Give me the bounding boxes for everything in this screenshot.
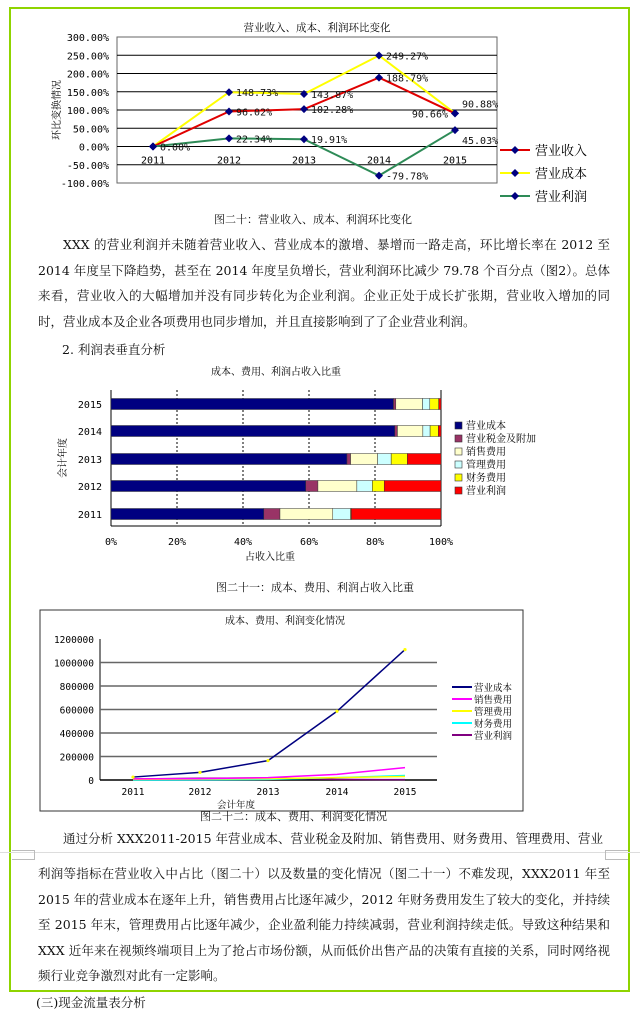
y-axis-label: 会计年度 xyxy=(58,438,69,478)
y-tick-label: 100.00% xyxy=(66,106,109,117)
legend-swatch xyxy=(455,435,462,442)
figure-caption-20: 图二十：营业收入、成本、利润环比变化 xyxy=(214,213,412,226)
paragraph-analysis-continued: 利润等指标在营业收入中占比（图二十）以及数量的变化情况（图二十一）不难发现，XXX2011 年至 2015 年的营业成本在逐年上升，销售费用占比逐年减少，2012 年财务费用发生了较大的变化，并持续至 2015 年末，管理费用占比逐年减少，企业盈利能力持续减弱，营业利润持续走低。导致这种结果和 XXX 近年来在视频终端项目上为了抢占市场份额，从而低价出售产品的决策有直接的关系，同时网络视频行业竞争激烈对此有一定影响。 xyxy=(38,866,610,983)
y-tick-label: 400000 xyxy=(59,729,94,740)
y-tick-label: 300.00% xyxy=(66,33,109,44)
y-tick-label: 150.00% xyxy=(66,87,109,99)
x-tick-label: 2013 xyxy=(291,155,317,167)
bar-segment xyxy=(407,454,441,465)
bar-segment xyxy=(430,426,438,437)
bar-segment xyxy=(347,454,351,465)
y-tick-label: 2013 xyxy=(77,455,102,466)
y-tick-label: 200000 xyxy=(59,752,94,764)
y-tick-label: -100.00% xyxy=(60,179,109,190)
data-point xyxy=(266,759,269,762)
figure-caption-22: 图二十二：成本、费用、利润变化情况 xyxy=(200,810,387,823)
data-label: -79.78% xyxy=(386,171,429,183)
legend-label: 营业利润 xyxy=(474,731,513,742)
bar-segment xyxy=(111,509,264,520)
bar-segment xyxy=(306,481,318,492)
x-tick-label: 2012 xyxy=(188,787,212,798)
page-corner-mark-right xyxy=(605,850,628,860)
legend-swatch xyxy=(455,474,462,481)
legend-label: 营业税金及附加 xyxy=(466,434,536,445)
data-label: 188.79% xyxy=(386,73,429,85)
y-tick-label: 2011 xyxy=(77,510,102,521)
legend-label: 财务费用 xyxy=(466,473,506,484)
chart-frame xyxy=(40,610,523,811)
x-tick-label: 2014 xyxy=(325,787,349,798)
x-axis-label: 会计年度 xyxy=(216,800,256,811)
data-label: 96.02% xyxy=(236,107,273,119)
legend-swatch xyxy=(455,422,462,429)
chart-revenue-cost-profit-growth xyxy=(0,0,640,212)
section-heading-vertical-analysis: 2. 利润表垂直分析 xyxy=(62,342,166,357)
y-axis-label: 环比变换情况 xyxy=(52,80,63,140)
bar-segment xyxy=(395,426,398,437)
y-tick-label: 200.00% xyxy=(66,69,109,81)
data-label: 148.73% xyxy=(236,88,279,100)
bar-segment xyxy=(264,509,280,520)
chart-title: 成本、费用、利润变化情况 xyxy=(225,616,345,627)
data-label: 90.88% xyxy=(462,99,499,111)
section-heading-cashflow: (三)现金流量表分析 xyxy=(36,995,146,1010)
x-tick-label: 2015 xyxy=(442,155,468,167)
bar-segment xyxy=(280,509,333,520)
x-tick-label: 2011 xyxy=(140,155,166,167)
x-tick-label: 40% xyxy=(233,537,253,548)
legend-label: 营业利润 xyxy=(466,486,506,497)
data-label: 19.91% xyxy=(311,135,348,147)
y-tick-label: 50.00% xyxy=(72,124,109,136)
bar-segment xyxy=(384,481,441,492)
data-label: 249.27% xyxy=(386,51,429,63)
data-label: 143.87% xyxy=(311,89,354,101)
data-label: 22.34% xyxy=(236,134,273,146)
data-point xyxy=(335,710,338,713)
x-tick-label: 20% xyxy=(167,537,187,548)
bar-segment xyxy=(438,426,441,437)
bar-segment xyxy=(439,399,441,410)
bar-segment xyxy=(396,399,423,410)
x-tick-label: 2015 xyxy=(393,787,417,798)
bar-segment xyxy=(111,426,395,437)
data-label: 0.00% xyxy=(160,142,191,154)
bar-segment xyxy=(372,481,384,492)
x-tick-label: 60% xyxy=(299,537,319,548)
legend-label: 营业成本 xyxy=(474,683,513,694)
bar-segment xyxy=(351,509,441,520)
bar-segment xyxy=(423,426,430,437)
x-tick-label: 2014 xyxy=(366,155,392,167)
y-tick-label: 2014 xyxy=(77,427,102,438)
y-tick-label: 0.00% xyxy=(78,142,109,154)
legend-label: 营业利润 xyxy=(535,190,588,205)
bar-segment xyxy=(111,454,347,465)
page-corner-mark-left xyxy=(12,850,35,860)
page-break-line xyxy=(0,852,640,853)
figure-caption-21: 图二十一：成本、费用、利润占收入比重 xyxy=(216,581,414,594)
legend-label: 管理费用 xyxy=(466,460,506,471)
data-label: 102.28% xyxy=(311,105,354,117)
legend-marker xyxy=(511,146,519,154)
data-point xyxy=(198,771,201,774)
y-tick-label: 2015 xyxy=(77,400,102,411)
bar-segment xyxy=(378,454,392,465)
data-point xyxy=(403,648,406,651)
bar-segment xyxy=(423,399,430,410)
bar-segment xyxy=(430,399,439,410)
x-axis-label: 占收入比重 xyxy=(245,552,295,563)
bar-segment xyxy=(391,454,407,465)
legend-label: 财务费用 xyxy=(474,719,513,730)
chart-cost-ratio-stacked-bar xyxy=(0,358,640,576)
legend-label: 营业成本 xyxy=(466,421,506,432)
legend-label: 销售费用 xyxy=(474,695,513,706)
bar-segment xyxy=(111,399,393,410)
bar-segment xyxy=(397,426,422,437)
bar-segment xyxy=(318,481,357,492)
data-point xyxy=(131,775,134,778)
bar-segment xyxy=(333,509,351,520)
data-label: 90.66% xyxy=(411,109,448,121)
y-tick-label: 2012 xyxy=(77,482,102,493)
y-tick-label: -50.00% xyxy=(66,160,109,172)
chart-cost-expense-profit-trend xyxy=(0,605,640,815)
data-label: 45.03% xyxy=(462,136,499,148)
bar-segment xyxy=(111,481,306,492)
bar-segment xyxy=(351,454,378,465)
x-tick-label: 2011 xyxy=(121,787,145,798)
x-tick-label: 2013 xyxy=(256,787,280,798)
paragraph-analysis-line1: 通过分析 XXX2011-2015 年营业成本、营业税金及附加、销售费用、财务费用、管理费用、营业 xyxy=(63,831,603,846)
bar-segment xyxy=(393,399,395,410)
x-tick-label: 80% xyxy=(365,537,385,548)
legend-marker xyxy=(511,192,519,200)
y-tick-label: 600000 xyxy=(59,705,94,717)
legend-marker xyxy=(511,169,519,177)
legend-label: 管理费用 xyxy=(474,707,513,718)
y-tick-label: 0 xyxy=(88,776,94,787)
legend-label: 营业收入 xyxy=(535,144,588,159)
chart-title: 成本、费用、利润占收入比重 xyxy=(211,367,341,378)
paragraph-profit-trend: XXX 的营业利润并未随着营业收入、营业成本的激增、暴增而一路走高，环比增长率在 2012 至 2014 年度呈下降趋势，甚至在 2014 年度呈负增长，营业利润环比减少 79.78 个百分点（图2）。总体来看，营业收入的大幅增加并没有同步转化为企业利润。企业正处于成长扩张期，营业收入增加的同时，营业成本及企业各项费用也同步增加，并且直接影响到了了企业营业利润。 xyxy=(38,237,610,329)
y-tick-label: 250.00% xyxy=(66,51,109,63)
legend-swatch xyxy=(455,461,462,468)
bar-segment xyxy=(357,481,373,492)
legend-label: 营业成本 xyxy=(535,167,588,182)
y-tick-label: 800000 xyxy=(59,682,94,693)
legend-swatch xyxy=(455,448,462,455)
y-tick-label: 1200000 xyxy=(53,635,94,646)
chart-title: 营业收入、成本、利润环比变化 xyxy=(243,22,391,34)
legend-swatch xyxy=(455,487,462,494)
x-tick-label: 0% xyxy=(104,537,118,548)
x-tick-label: 2012 xyxy=(216,155,242,167)
x-tick-label: 100% xyxy=(428,537,454,548)
legend-label: 销售费用 xyxy=(466,447,506,458)
y-tick-label: 1000000 xyxy=(53,658,94,670)
